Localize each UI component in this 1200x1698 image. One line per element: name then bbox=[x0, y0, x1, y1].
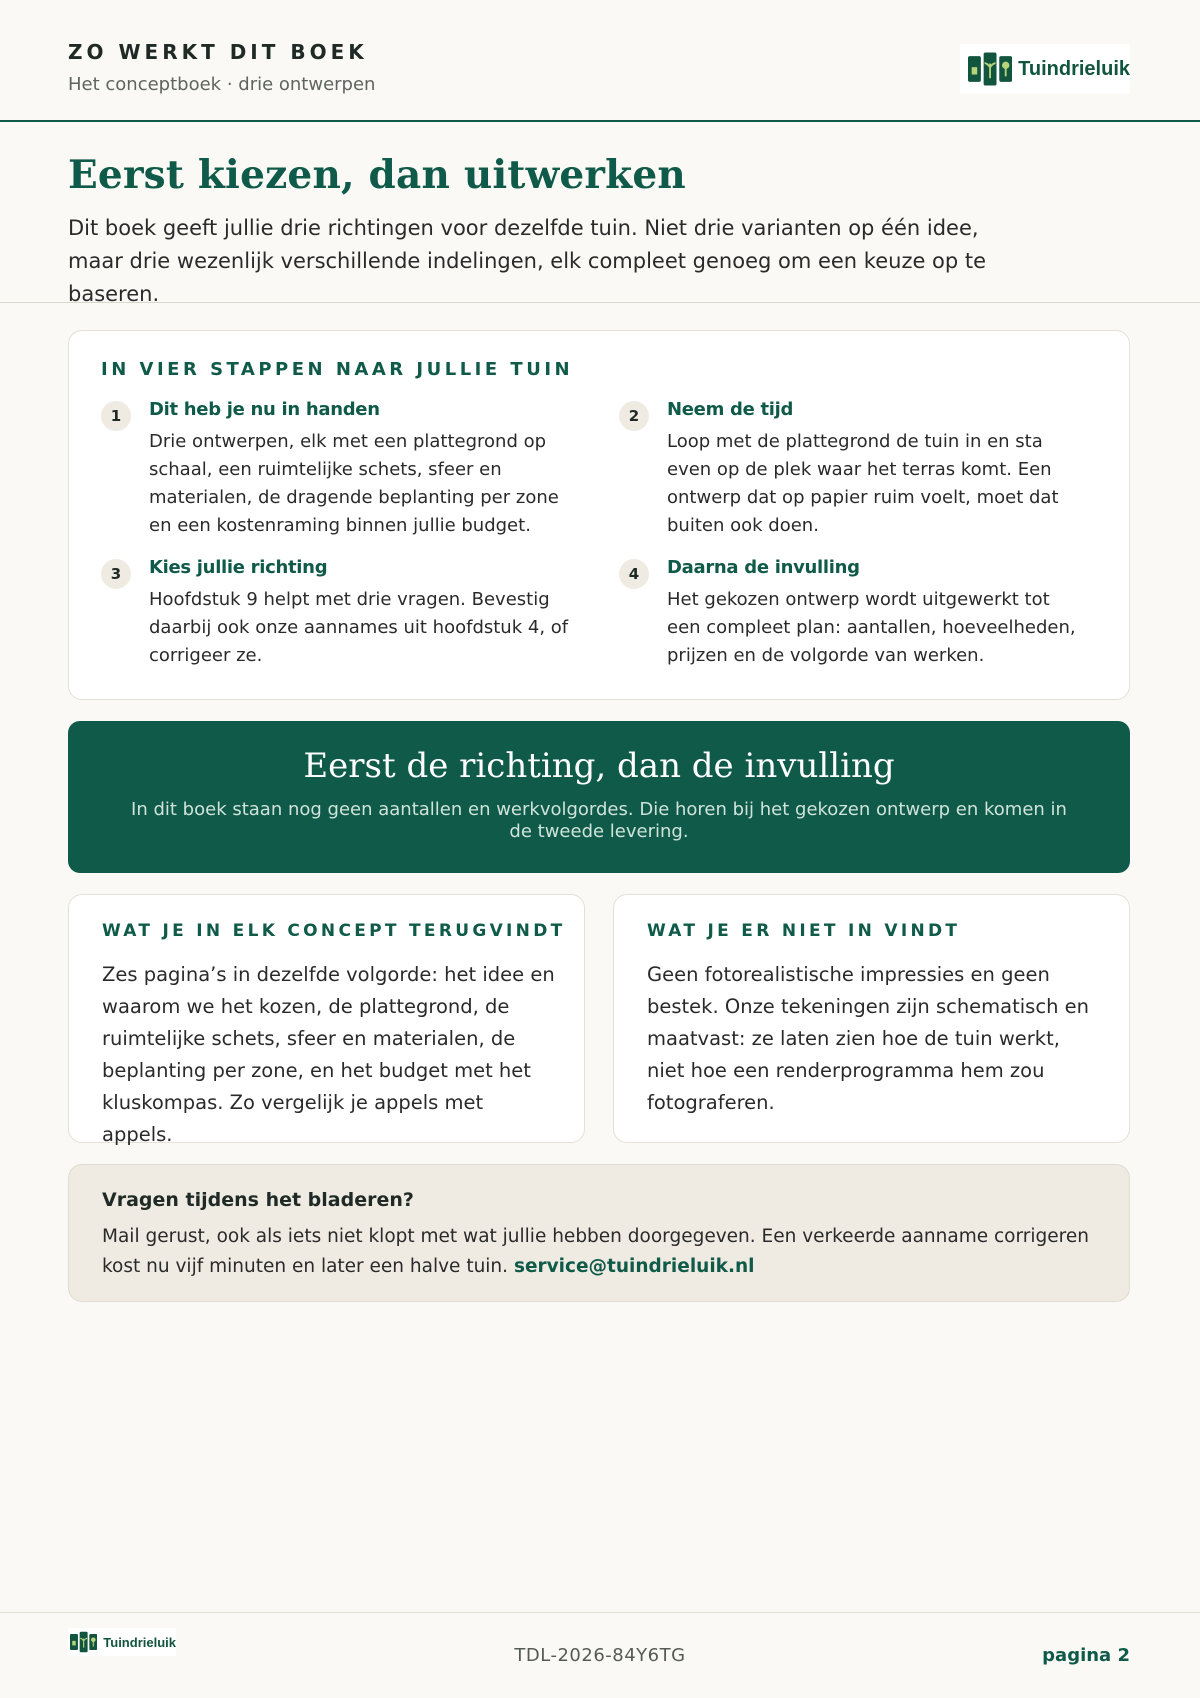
included-box bbox=[68, 894, 585, 1146]
step-title: Neem de tijd bbox=[667, 399, 794, 420]
intro-text: Dit boek geeft jullie drie richtingen voor dezelfde tuin. Niet drie varianten op één idee, maar drie wezenlijk verschillende indelingen, elk compleet genoeg om een keuze op te baseren. bbox=[68, 216, 987, 306]
step-number: 2 bbox=[619, 401, 649, 431]
page-number: pagina 2 bbox=[1042, 1645, 1130, 1666]
brand-logo[interactable] bbox=[960, 44, 1130, 94]
step-body: Loop met de plattegrond de tuin in en sta even op de plek waar het terras komt. Een ontwerp dat op papier ruim voelt, moet dat buiten ook doen. bbox=[667, 431, 1059, 536]
excluded-box-body: Geen fotorealistische impressies en geen bestek. Onze tekeningen zijn schematisch en maatvast: ze laten zien hoe de tuin werkt, niet hoe een renderprogramma hem zou fotograferen. bbox=[647, 963, 1089, 1114]
step-number: 3 bbox=[101, 559, 131, 589]
tuindrieluik-logo-icon bbox=[968, 51, 1012, 87]
callout-banner bbox=[68, 721, 1130, 873]
contact-title: Vragen tijdens het bladeren? bbox=[102, 1189, 414, 1211]
document-code: TDL-2026-84Y6TG bbox=[514, 1645, 686, 1666]
contact-box bbox=[68, 1164, 1130, 1302]
steps-title: IN VIER STAPPEN NAAR JULLIE TUIN bbox=[101, 359, 574, 380]
step-number: 4 bbox=[619, 559, 649, 589]
excluded-box-title: WAT JE ER NIET IN VINDT bbox=[647, 921, 961, 941]
included-box-body: Zes pagina’s in dezelfde volgorde: het idee en waarom we het kozen, de plattegrond, de ruimtelijke schets, sfeer en materialen, de beplanting per zone, en het budget met het kluskompas. Zo vergelijk je appels met appels. bbox=[102, 963, 555, 1146]
step-body: Drie ontwerpen, elk met een plattegrond op schaal, een ruimtelijke schets, sfeer en materialen, de dragende beplanting per zone en een kostenraming binnen jullie budget. bbox=[149, 431, 559, 536]
contact-email-link[interactable]: service@tuindrieluik.nl bbox=[513, 1256, 755, 1277]
contact-body bbox=[102, 1222, 1102, 1282]
logo-wordmark: Tuindrieluik bbox=[103, 1634, 176, 1650]
logo-wordmark: Tuindrieluik bbox=[1018, 57, 1130, 80]
contact-text: Mail gerust, ook als iets niet klopt met wat jullie hebben doorgegeven. Een verkeerde aanname corrigeren kost nu vijf minuten en later een halve tuin. bbox=[102, 1226, 1089, 1277]
step-body: Het gekozen ontwerp wordt uitgewerkt tot een compleet plan: aantallen, hoeveelheden, prijzen en de volgorde van werken. bbox=[667, 589, 1076, 666]
header-kicker: ZO WERKT DIT BOEK bbox=[68, 40, 368, 64]
step-title: Daarna de invulling bbox=[667, 557, 860, 578]
header-subtitle: Het conceptboek · drie ontwerpen bbox=[68, 74, 376, 95]
steps-card bbox=[68, 330, 1130, 700]
intro-section bbox=[0, 122, 1200, 306]
page-title: Eerst kiezen, dan uitwerken bbox=[68, 152, 686, 198]
banner-title: Eerst de richting, dan de invulling bbox=[303, 746, 895, 786]
excluded-box bbox=[613, 894, 1130, 1143]
step-number: 1 bbox=[101, 401, 131, 431]
step-title: Dit heb je nu in handen bbox=[149, 399, 380, 420]
included-box-title: WAT JE IN ELK CONCEPT TERUGVINDT bbox=[102, 921, 566, 941]
page-header bbox=[0, 0, 1200, 122]
step-title: Kies jullie richting bbox=[149, 557, 328, 578]
step-body: Hoofdstuk 9 helpt met drie vragen. Bevestig daarbij ook onze aannames uit hoofdstuk 4, of corrigeer ze. bbox=[149, 589, 569, 666]
page-footer bbox=[0, 1612, 1200, 1698]
banner-text: In dit boek staan nog geen aantallen en werkvolgordes. Die horen bij het gekozen ontwerp en komen in de tweede levering. bbox=[131, 799, 1067, 842]
